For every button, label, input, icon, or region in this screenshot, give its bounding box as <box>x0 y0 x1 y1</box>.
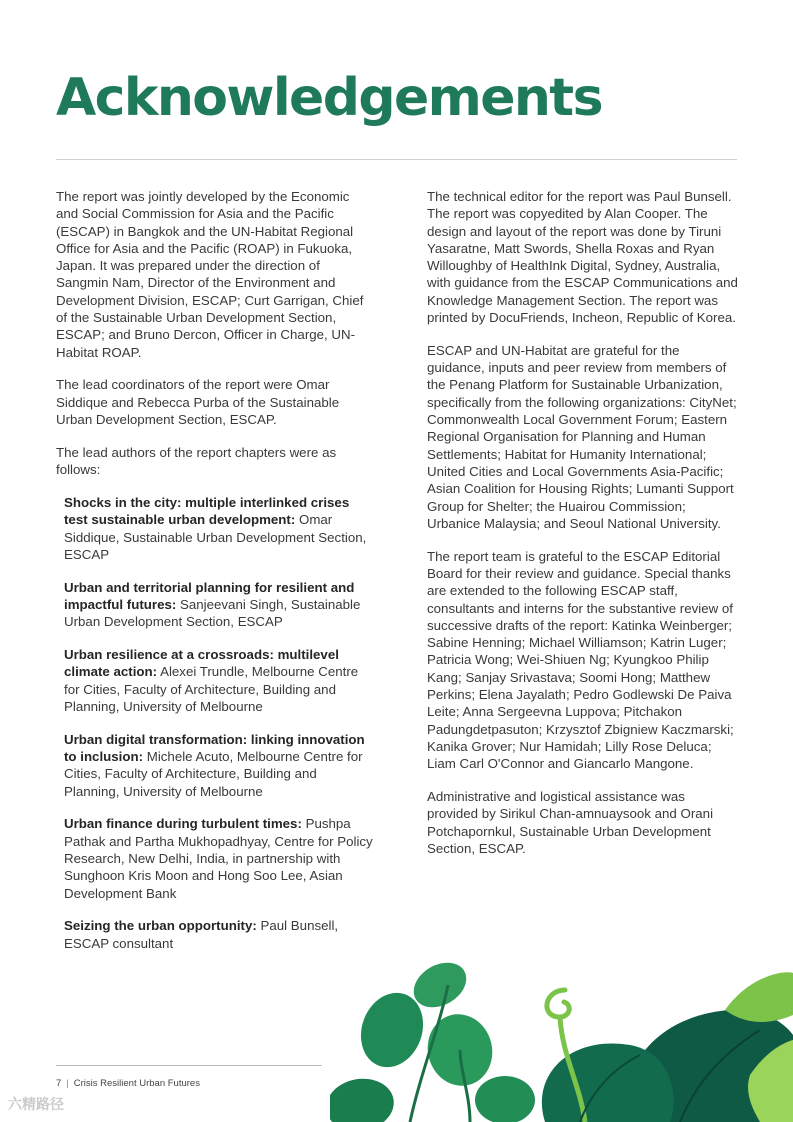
round-leaf <box>475 1076 535 1122</box>
decorative-leaves-illustration <box>330 955 793 1122</box>
chapter-credit <box>64 731 374 800</box>
round-leaf <box>330 1073 398 1122</box>
chapter-credit <box>64 494 374 563</box>
page-number: 7 <box>56 1078 62 1089</box>
chapter-credit <box>64 815 374 901</box>
chapter-title: Urban and territorial planning for resilient and impactful futures: <box>64 579 355 612</box>
paragraph-editorial-board: The report team is grateful to the ESCAP Editorial Board for their review and guidance. Special thanks are extended to the following ESCAP staff, consultants and interns for the substantive review of successive drafts of the report: Katinka Weinberger; Sabine Henning; Michael Williamson; Katrin Luger; Patricia Wong; Wei-Shiuen Ng; Kyungkoo Philip Kang; Sanjay Srivastava; Soomi Hong; Matthew Perkins; Elena Jayalath; Pedro Godlewski De Paiva Leite; Anna Sergeevna Luppova; Pitchakon Padungdetpasuton; Krzysztof Zbigniew Kaczmarski; Kanika Grover; Nur Hamidah; Lilly Rose Deluca; Liam Carl O'Connor and Giancarlo Mangone. <box>427 548 734 772</box>
page-footer <box>56 1078 200 1089</box>
footer-divider <box>56 1065 322 1066</box>
paragraph-joint-development: The report was jointly developed by the Economic and Social Commission for Asia and the Pacific (ESCAP) in Bangkok and the UN-Habitat Regional Office for Asia and the Pacific (ROAP) in Fukuoka, Japan. It was prepared under the direction of Sangmin Nam, Director of the Environment and Development Division, ESCAP; Curt Garrigan, Chief of the Sustainable Urban Development Section, ESCAP; and Bruno Dercon, Officer in Charge, UN-Habitat ROAP. <box>56 189 364 360</box>
fern-curl <box>547 990 569 1017</box>
title-divider <box>56 159 737 160</box>
chapter-title: Seizing the urban opportunity: <box>64 918 257 934</box>
chapter-authors: Michele Acuto, Melbourne Centre for Cities, Faculty of Architecture, Building and Planning, University of Melbourne <box>64 749 363 799</box>
chapter-authors: Alexei Trundle, Melbourne Centre for Cities, Faculty of Architecture, Building and Planning, University of Melbourne <box>64 664 359 714</box>
paragraph-editing-design: The technical editor for the report was Paul Bunsell. The report was copyedited by Alan Cooper. The design and layout of the report was done by Tiruni Yasaratne, Matt Swords, Shella Roxas and Ryan Willoughby of HealthInk Digital, Sydney, Australia, with guidance from the ESCAP Communications and Knowledge Management Section. The report was printed by DocuFriends, Incheon, Republic of Korea. <box>427 189 738 326</box>
lime-leaf <box>725 972 793 1022</box>
right-column <box>427 188 739 873</box>
chapter-credit <box>64 579 374 631</box>
publication-title: Crisis Resilient Urban Futures <box>73 1078 200 1089</box>
watermark-logo: 六精路径 <box>8 1096 64 1112</box>
chapter-authors: Pushpa Pathak and Partha Mukhopadhyay, Centre for Policy Research, New Delhi, India, in partnership with Sunghoon Kris Moon and Hong Soo Lee, Asian Development Bank <box>64 816 373 901</box>
chapter-authors: Omar Siddique, Sustainable Urban Development Section, ESCAP <box>64 512 367 562</box>
paragraph-lead-authors-intro: The lead authors of the report chapters were as follows: <box>56 444 337 478</box>
footer-separator: | <box>66 1078 69 1089</box>
chapter-authors: Paul Bunsell, ESCAP consultant <box>64 918 339 951</box>
chapter-authors: Sanjeevani Singh, Sustainable Urban Development Section, ESCAP <box>64 596 361 630</box>
page-title: Acknowledgements <box>56 68 602 128</box>
paragraph-lead-coordinators: The lead coordinators of the report were Omar Siddique and Rebecca Purba of the Sustainable Urban Development Section, ESCAP. <box>56 377 340 428</box>
chapter-title: Urban finance during turbulent times: <box>64 816 302 832</box>
chapter-credit <box>64 646 374 715</box>
chapter-title: Shocks in the city: multiple interlinked crises test sustainable urban development: <box>64 494 350 528</box>
chapter-title: Urban digital transformation: linking innovation to inclusion: <box>64 731 365 765</box>
chapter-title: Urban resilience at a crossroads: multilevel climate action: <box>64 647 339 680</box>
chapter-credit <box>64 917 374 952</box>
paragraph-administrative-assistance: Administrative and logistical assistance was provided by Sirikul Chan-amnuaysook and Orani Potchapornkul, Sustainable Urban Development Section, ESCAP. <box>427 789 714 856</box>
paragraph-peer-review: ESCAP and UN-Habitat are grateful for the guidance, inputs and peer review from members of the Penang Platform for Sustainable Urbanization, specifically from the following organizations: CityNet; Commonwealth Local Government Forum; Eastern Regional Organisation for Planning and Human Settlements; Habitat for Humanity International; United Cities and Local Governments Asia-Pacific; Asian Coalition for Housing Rights; Lumanti Support Group for Shelter; the Huairou Commission; Urbanice Malaysia; and Seoul National University. <box>427 342 737 531</box>
left-column <box>56 188 374 967</box>
